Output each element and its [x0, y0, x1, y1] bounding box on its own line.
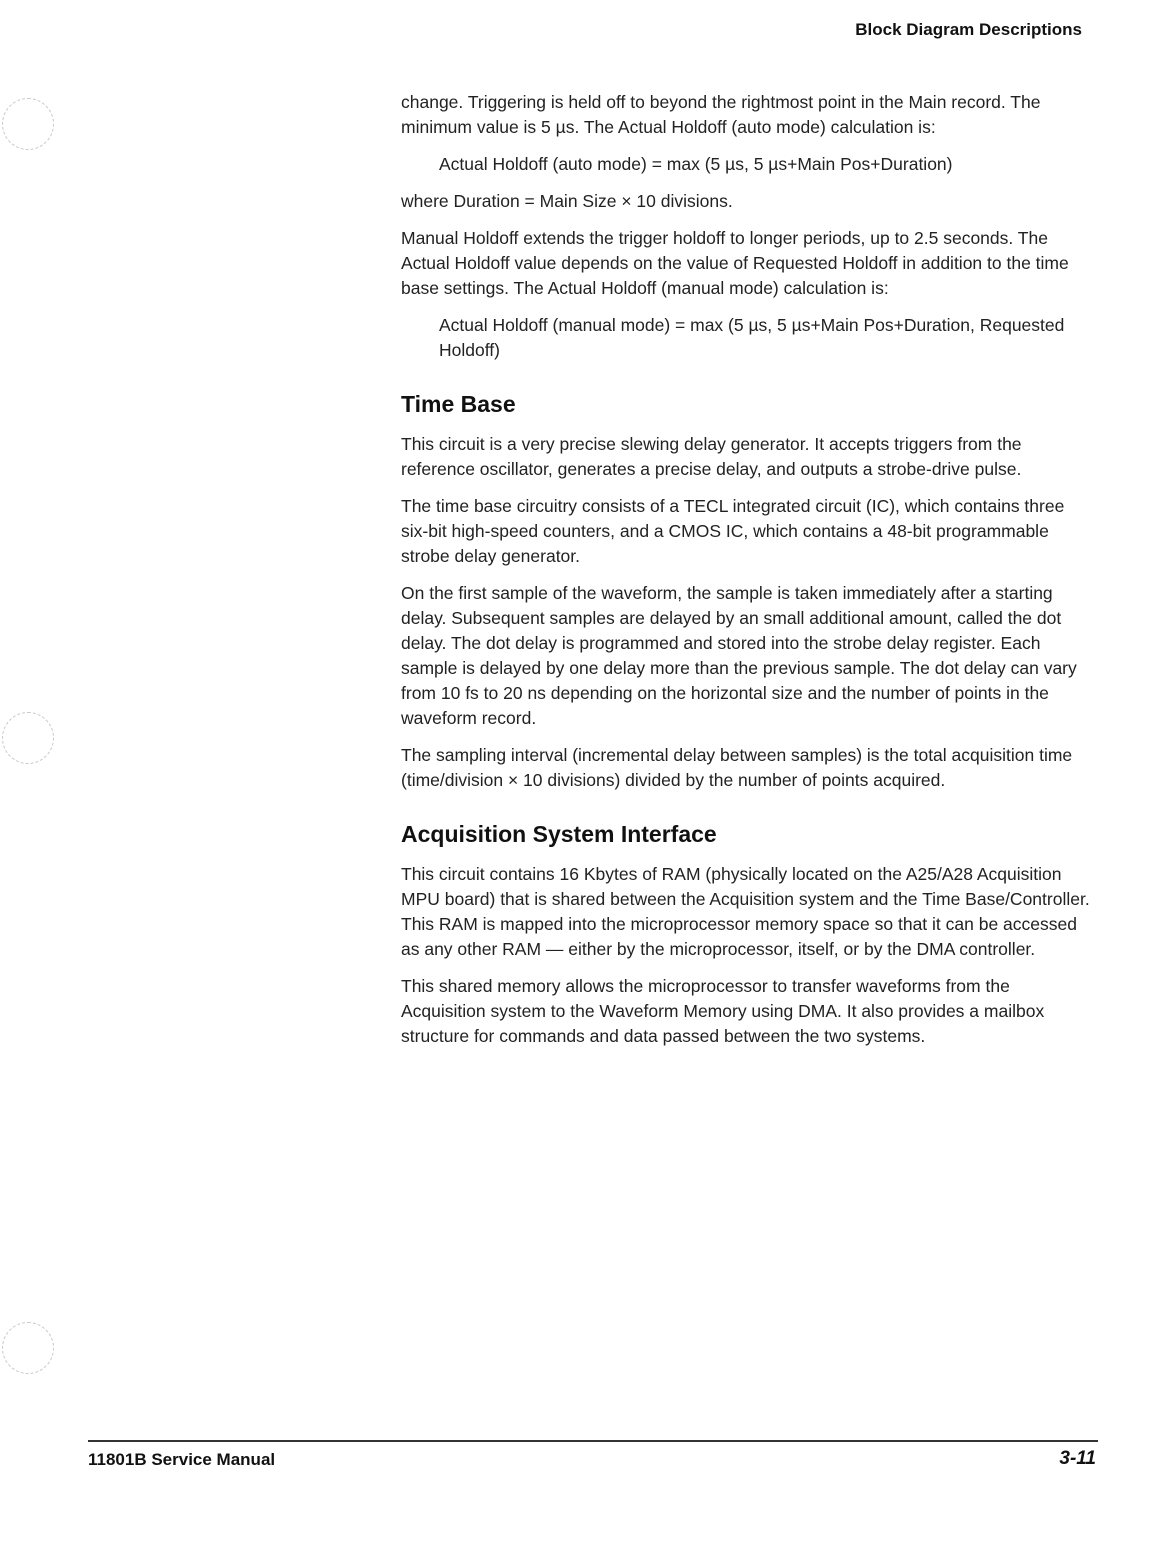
- punch-hole-middle: [2, 712, 54, 764]
- paragraph-time-base-2: The time base circuitry consists of a TECL integrated circuit (IC), which contains three six-bit high-speed counters, and a CMOS IC, which contains a 48-bit programmable strobe delay generator.: [401, 496, 1065, 566]
- page-content: [401, 90, 1091, 1061]
- heading-acquisition-system-interface: Acquisition System Interface: [401, 821, 717, 847]
- paragraph-holdoff-continuation: change. Triggering is held off to beyond the rightmost point in the Main record. The minimum value is 5 µs. The Actual Holdoff (auto mode) calculation is:: [401, 92, 1041, 137]
- formula-auto-holdoff: Actual Holdoff (auto mode) = max (5 µs, 5 µs+Main Pos+Duration): [439, 154, 953, 174]
- punch-hole-bottom: [2, 1322, 54, 1374]
- heading-time-base: Time Base: [401, 391, 516, 417]
- footer-manual-title: 11801B Service Manual: [88, 1450, 276, 1469]
- paragraph-acquisition-2: This shared memory allows the microprocessor to transfer waveforms from the Acquisition system to the Waveform Memory using DMA. It also provides a mailbox structure for commands and data passed between the two systems.: [401, 976, 1045, 1046]
- formula-manual-holdoff: Actual Holdoff (manual mode) = max (5 µs, 5 µs+Main Pos+Duration, Requested Holdoff): [439, 315, 1065, 360]
- paragraph-acquisition-1: This circuit contains 16 Kbytes of RAM (physically located on the A25/A28 Acquisition MPU board) that is shared between the Acquisition system and the Time Base/Controller. This RAM is mapped into the microprocessor memory space so that it can be accessed as any other RAM — either by the microprocessor, itself, or by the DMA controller.: [401, 864, 1090, 959]
- footer-page-number: 3-11: [1059, 1448, 1096, 1469]
- paragraph-time-base-1: This circuit is a very precise slewing delay generator. It accepts triggers from the reference oscillator, generates a precise delay, and outputs a strobe-drive pulse.: [401, 434, 1022, 479]
- paragraph-time-base-3: On the first sample of the waveform, the sample is taken immediately after a starting delay. Subsequent samples are delayed by an small additional amount, called the dot delay. The dot delay is programmed and stored into the strobe delay register. Each sample is delayed by one delay more than the previous sample. The dot delay can vary from 10 fs to 20 ns depending on the horizontal size and the number of points in the waveform record.: [401, 583, 1077, 728]
- footer-divider: [88, 1440, 1098, 1442]
- running-header: Block Diagram Descriptions: [855, 20, 1082, 39]
- paragraph-duration: where Duration = Main Size × 10 divisions.: [401, 191, 733, 211]
- paragraph-time-base-4: The sampling interval (incremental delay between samples) is the total acquisition time (time/division × 10 divisions) divided by the number of points acquired.: [401, 745, 1073, 790]
- paragraph-manual-holdoff: Manual Holdoff extends the trigger holdoff to longer periods, up to 2.5 seconds. The Actual Holdoff value depends on the value of Requested Holdoff in addition to the time base settings. The Actual Holdoff (manual mode) calculation is:: [401, 228, 1069, 298]
- punch-hole-top: [2, 98, 54, 150]
